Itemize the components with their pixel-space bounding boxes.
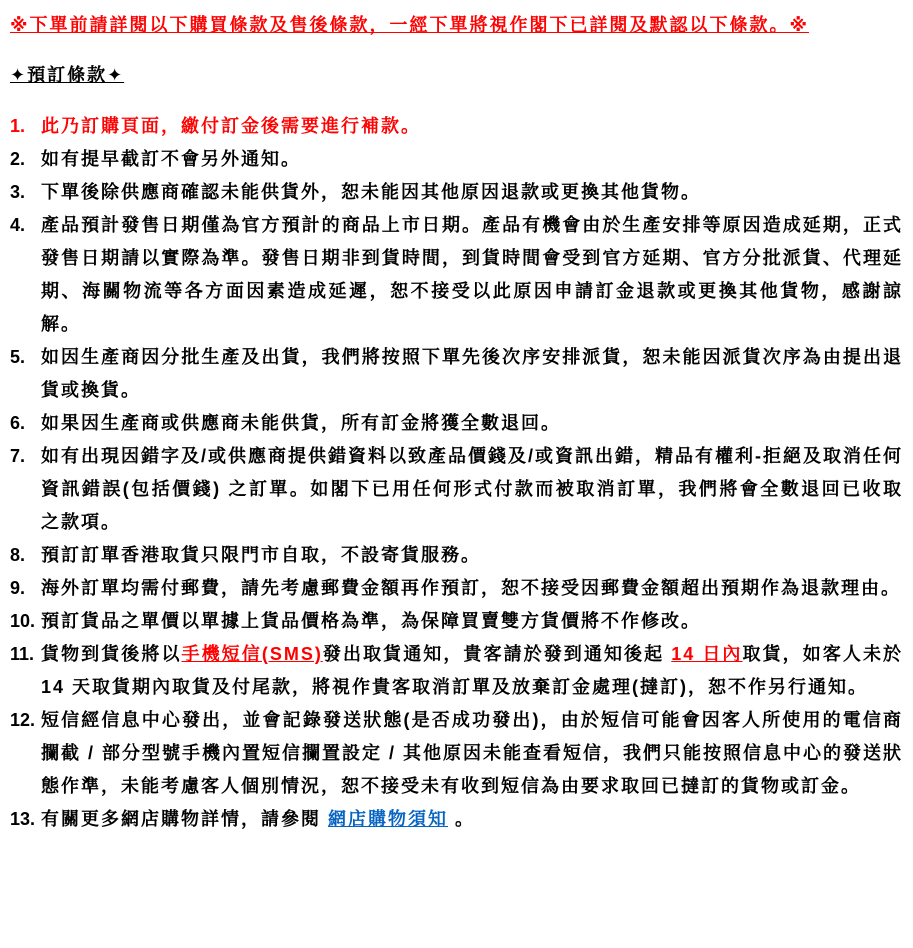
shop-guide-link[interactable]: 網店購物須知 bbox=[328, 809, 448, 829]
term-text bbox=[41, 572, 903, 605]
term-number: 1. bbox=[10, 116, 26, 136]
text-segment: 取貨，如客人未於 14 天取貨期內取貨及付尾款，將視作貴客取消訂單及放棄訂金處理(撻訂)，恕不作另行通知。 bbox=[41, 644, 904, 697]
terms-list bbox=[10, 110, 903, 836]
term-text bbox=[41, 176, 903, 209]
preorder-terms-document bbox=[10, 10, 903, 836]
term-text bbox=[41, 605, 903, 638]
section-title-preorder-terms: ✦預訂條款✦ bbox=[10, 65, 125, 85]
term-item bbox=[10, 407, 903, 440]
term-number: 13. bbox=[10, 809, 36, 829]
term-number: 8. bbox=[10, 545, 26, 565]
term-number: 10. bbox=[10, 611, 36, 631]
term-number: 5. bbox=[10, 347, 26, 367]
text-segment: 發出取貨通知，貴客請於發到通知後起 bbox=[322, 644, 672, 664]
text-segment: 如有提早截訂不會另外通知。 bbox=[41, 149, 301, 169]
term-number: 2. bbox=[10, 149, 26, 169]
term-text bbox=[41, 341, 903, 407]
term-text bbox=[41, 803, 903, 836]
term-text bbox=[41, 638, 903, 704]
term-item bbox=[10, 440, 903, 539]
term-text bbox=[41, 539, 903, 572]
text-segment: 。 bbox=[448, 809, 476, 829]
term-text bbox=[41, 704, 903, 803]
text-segment: 海外訂單均需付郵費，請先考慮郵費金額再作預訂，恕不接受因郵費金額超出預期作為退款理由。 bbox=[41, 578, 901, 598]
term-number: 4. bbox=[10, 215, 26, 235]
highlighted-text: 14 日內 bbox=[671, 644, 743, 664]
text-segment: 短信經信息中心發出，並會記錄發送狀態(是否成功發出)，由於短信可能會因客人所使用的電信商攔截 / 部分型號手機內置短信攔置設定 / 其他原因未能查看短信，我們只能按照信息中心的發送狀態作準，未能考慮客人個別情況，恕不接受未有收到短信為由要求取回已撻訂的貨物或訂金。 bbox=[41, 710, 904, 796]
term-number: 9. bbox=[10, 578, 26, 598]
term-item bbox=[10, 110, 903, 143]
term-item bbox=[10, 341, 903, 407]
term-item bbox=[10, 605, 903, 638]
term-number: 12. bbox=[10, 710, 36, 730]
text-segment: 如果因生產商或供應商未能供貨，所有訂金將獲全數退回。 bbox=[41, 413, 561, 433]
text-segment: 有關更多網店購物詳情，請參閱 bbox=[41, 809, 328, 829]
term-number: 11. bbox=[10, 644, 35, 664]
term-text bbox=[41, 407, 903, 440]
text-segment: 如因生產商因分批生產及出貨，我們將按照下單先後次序安排派貨，恕未能因派貨次序為由提出退貨或換貨。 bbox=[41, 347, 903, 400]
text-segment: 預訂訂單香港取貨只限門市自取，不設寄貨服務。 bbox=[41, 545, 481, 565]
term-text bbox=[41, 143, 903, 176]
term-item bbox=[10, 209, 903, 341]
term-item bbox=[10, 143, 903, 176]
term-item bbox=[10, 803, 903, 836]
term-item bbox=[10, 704, 903, 803]
term-text bbox=[41, 440, 903, 539]
text-segment: 產品預計發售日期僅為官方預計的商品上市日期。產品有機會由於生產安排等原因造成延期，正式發售日期請以實際為準。發售日期非到貨時間，到貨時間會受到官方延期、官方分批派貨、代理延期、海關物流等各方面因素造成延遲，恕不接受以此原因申請訂金退款或更換其他貨物，感謝諒解。 bbox=[41, 215, 903, 334]
term-number: 6. bbox=[10, 413, 26, 433]
term-item bbox=[10, 176, 903, 209]
term-item bbox=[10, 638, 903, 704]
text-segment: 貨物到貨後將以 bbox=[41, 644, 182, 664]
term-number: 7. bbox=[10, 446, 26, 466]
term-text bbox=[41, 110, 903, 143]
term-item bbox=[10, 539, 903, 572]
term-text bbox=[41, 209, 903, 341]
highlighted-text: 手機短信(SMS) bbox=[181, 644, 323, 664]
text-segment: 下單後除供應商確認未能供貨外，恕未能因其他原因退款或更換其他貨物。 bbox=[41, 182, 701, 202]
text-segment: 如有出現因錯字及/或供應商提供錯資料以致產品價錢及/或資訊出錯，精品有權利-拒絕及取消任何資訊錯誤(包括價錢) 之訂單。如閣下已用任何形式付款而被取消訂單，我們將會全數退回已收取之款項。 bbox=[41, 446, 903, 532]
text-segment: 此乃訂購頁面，繳付訂金後需要進行補款。 bbox=[41, 116, 421, 136]
term-item bbox=[10, 572, 903, 605]
term-number: 3. bbox=[10, 182, 26, 202]
notice-header: ※下單前請詳閱以下購買條款及售後條款，一經下單將視作閣下已詳閱及默認以下條款。※ bbox=[10, 15, 809, 35]
text-segment: 預訂貨品之單價以單據上貨品價格為準，為保障買賣雙方貨價將不作修改。 bbox=[41, 611, 701, 631]
